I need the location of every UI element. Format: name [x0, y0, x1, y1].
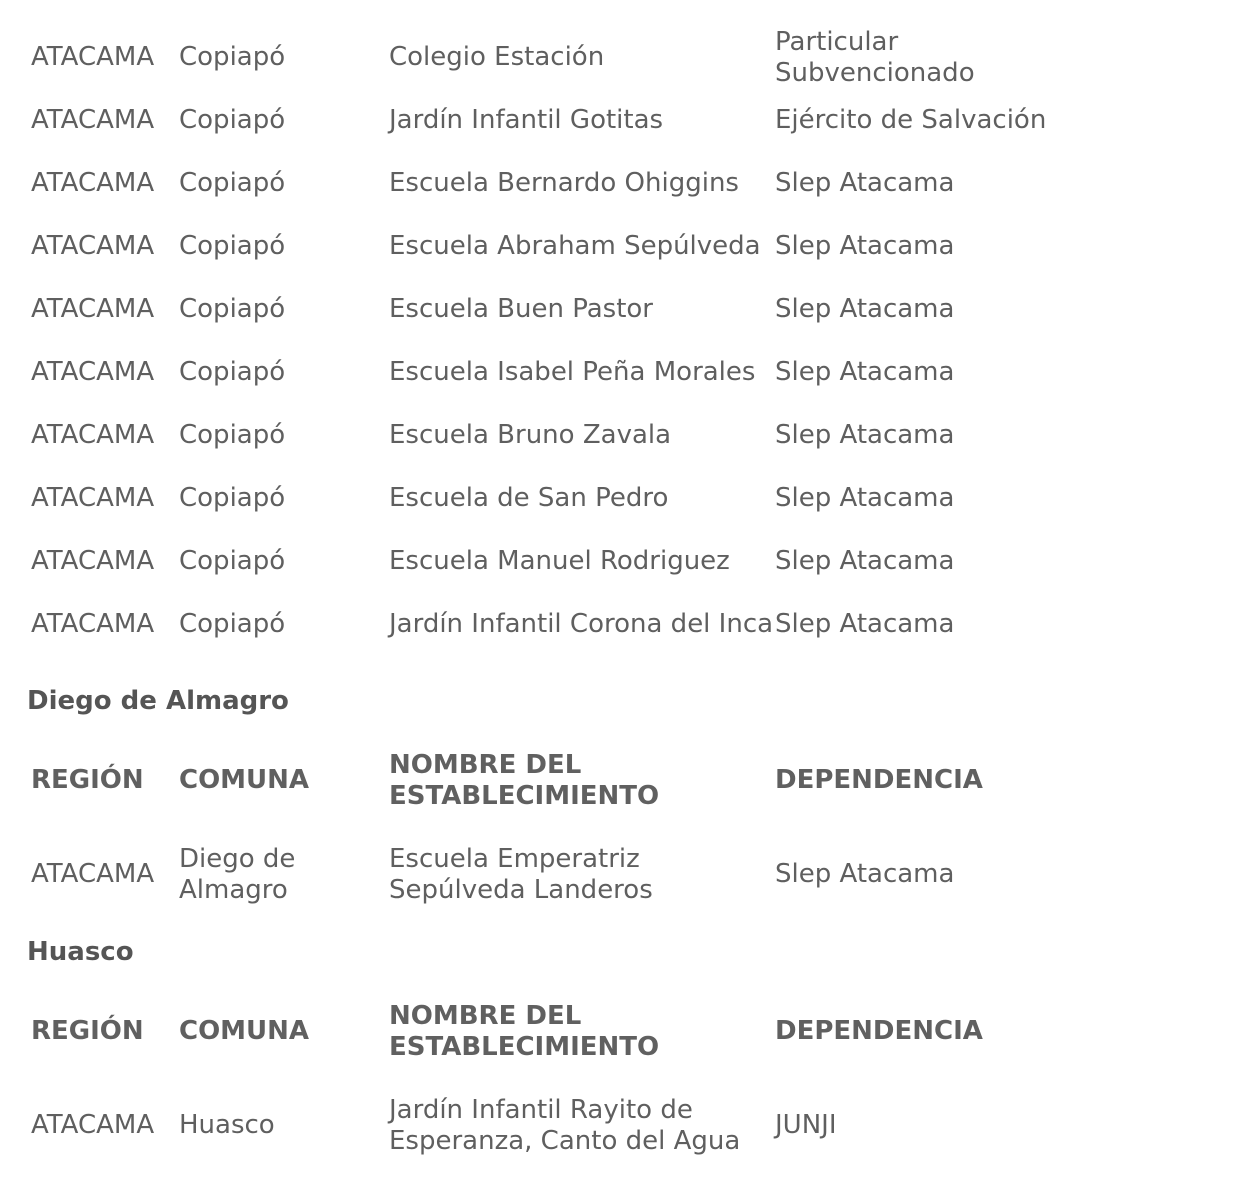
cell-dependencia: JUNJI [775, 1110, 837, 1140]
diego-table [0, 734, 1100, 922]
header-comuna: COMUNA [179, 1016, 310, 1046]
header-dependencia: DEPENDENCIA [775, 1016, 983, 1046]
table-row [0, 593, 1100, 656]
header-comuna: COMUNA [179, 765, 310, 795]
cell-dependencia: Slep Atacama [775, 231, 955, 261]
huasco-table-block [0, 985, 1258, 1173]
cell-comuna: Diego de Almagro [179, 843, 296, 905]
cell-comuna: Copiapó [179, 294, 286, 324]
cell-dependencia: Slep Atacama [775, 609, 955, 639]
table-row [0, 26, 1100, 89]
cell-comuna: Copiapó [179, 168, 286, 198]
cell-dependencia: Slep Atacama [775, 859, 955, 889]
cell-comuna: Copiapó [179, 357, 286, 387]
cell-region: ATACAMA [31, 294, 155, 324]
cell-nombre: Escuela Bruno Zavala [389, 420, 672, 450]
section-title-diego-de-almagro: Diego de Almagro [27, 686, 289, 716]
copiapo-table [0, 26, 1100, 656]
huasco-table [0, 985, 1100, 1173]
cell-dependencia: Slep Atacama [775, 420, 955, 450]
table-row [0, 278, 1100, 341]
table-header-row [0, 985, 1100, 1078]
cell-dependencia: Ejército de Salvación [775, 105, 1047, 135]
cell-comuna: Copiapó [179, 231, 286, 261]
table-row [0, 530, 1100, 593]
cell-region: ATACAMA [31, 546, 155, 576]
copiapo-table-block [0, 26, 1258, 656]
cell-region: ATACAMA [31, 105, 155, 135]
cell-nombre: Escuela de San Pedro [389, 483, 669, 513]
cell-dependencia: Slep Atacama [775, 483, 955, 513]
cell-comuna: Copiapó [179, 105, 286, 135]
cell-nombre: Colegio Estación [389, 42, 605, 72]
header-nombre: NOMBRE DEL ESTABLECIMIENTO [389, 749, 660, 811]
cell-region: ATACAMA [31, 168, 155, 198]
header-region: REGIÓN [31, 765, 144, 795]
cell-dependencia: Particular Subvencionado [775, 26, 975, 88]
cell-region: ATACAMA [31, 231, 155, 261]
table-row [0, 467, 1100, 530]
section-title-huasco: Huasco [27, 937, 134, 967]
cell-region: ATACAMA [31, 609, 155, 639]
cell-comuna: Copiapó [179, 420, 286, 450]
cell-region: ATACAMA [31, 483, 155, 513]
cell-comuna: Huasco [179, 1110, 275, 1140]
cell-nombre: Escuela Bernardo Ohiggins [389, 168, 739, 198]
cell-nombre: Jardín Infantil Corona del Inca [389, 609, 774, 639]
cell-dependencia: Slep Atacama [775, 546, 955, 576]
cell-region: ATACAMA [31, 420, 155, 450]
cell-region: ATACAMA [31, 357, 155, 387]
cell-comuna: Copiapó [179, 483, 286, 513]
table-row [0, 341, 1100, 404]
cell-dependencia: Slep Atacama [775, 294, 955, 324]
cell-comuna: Copiapó [179, 42, 286, 72]
cell-dependencia: Slep Atacama [775, 168, 955, 198]
header-dependencia: DEPENDENCIA [775, 765, 983, 795]
cell-comuna: Copiapó [179, 546, 286, 576]
cell-nombre: Jardín Infantil Rayito de Esperanza, Canto del Agua [389, 1094, 741, 1156]
header-nombre: NOMBRE DEL ESTABLECIMIENTO [389, 1000, 660, 1062]
table-row [0, 1078, 1100, 1173]
cell-nombre: Escuela Isabel Peña Morales [389, 357, 756, 387]
diego-table-block [0, 734, 1258, 922]
cell-nombre: Escuela Emperatriz Sepúlveda Landeros [389, 843, 653, 905]
table-row [0, 827, 1100, 922]
table-row [0, 404, 1100, 467]
table-header-row [0, 734, 1100, 827]
cell-region: ATACAMA [31, 42, 155, 72]
cell-nombre: Escuela Abraham Sepúlveda [389, 231, 761, 261]
cell-nombre: Escuela Manuel Rodriguez [389, 546, 730, 576]
table-row [0, 152, 1100, 215]
cell-region: ATACAMA [31, 859, 155, 889]
cell-nombre: Jardín Infantil Gotitas [389, 105, 664, 135]
cell-nombre: Escuela Buen Pastor [389, 294, 653, 324]
cell-comuna: Copiapó [179, 609, 286, 639]
table-row [0, 89, 1100, 152]
header-region: REGIÓN [31, 1016, 144, 1046]
cell-dependencia: Slep Atacama [775, 357, 955, 387]
table-row [0, 215, 1100, 278]
cell-region: ATACAMA [31, 1110, 155, 1140]
